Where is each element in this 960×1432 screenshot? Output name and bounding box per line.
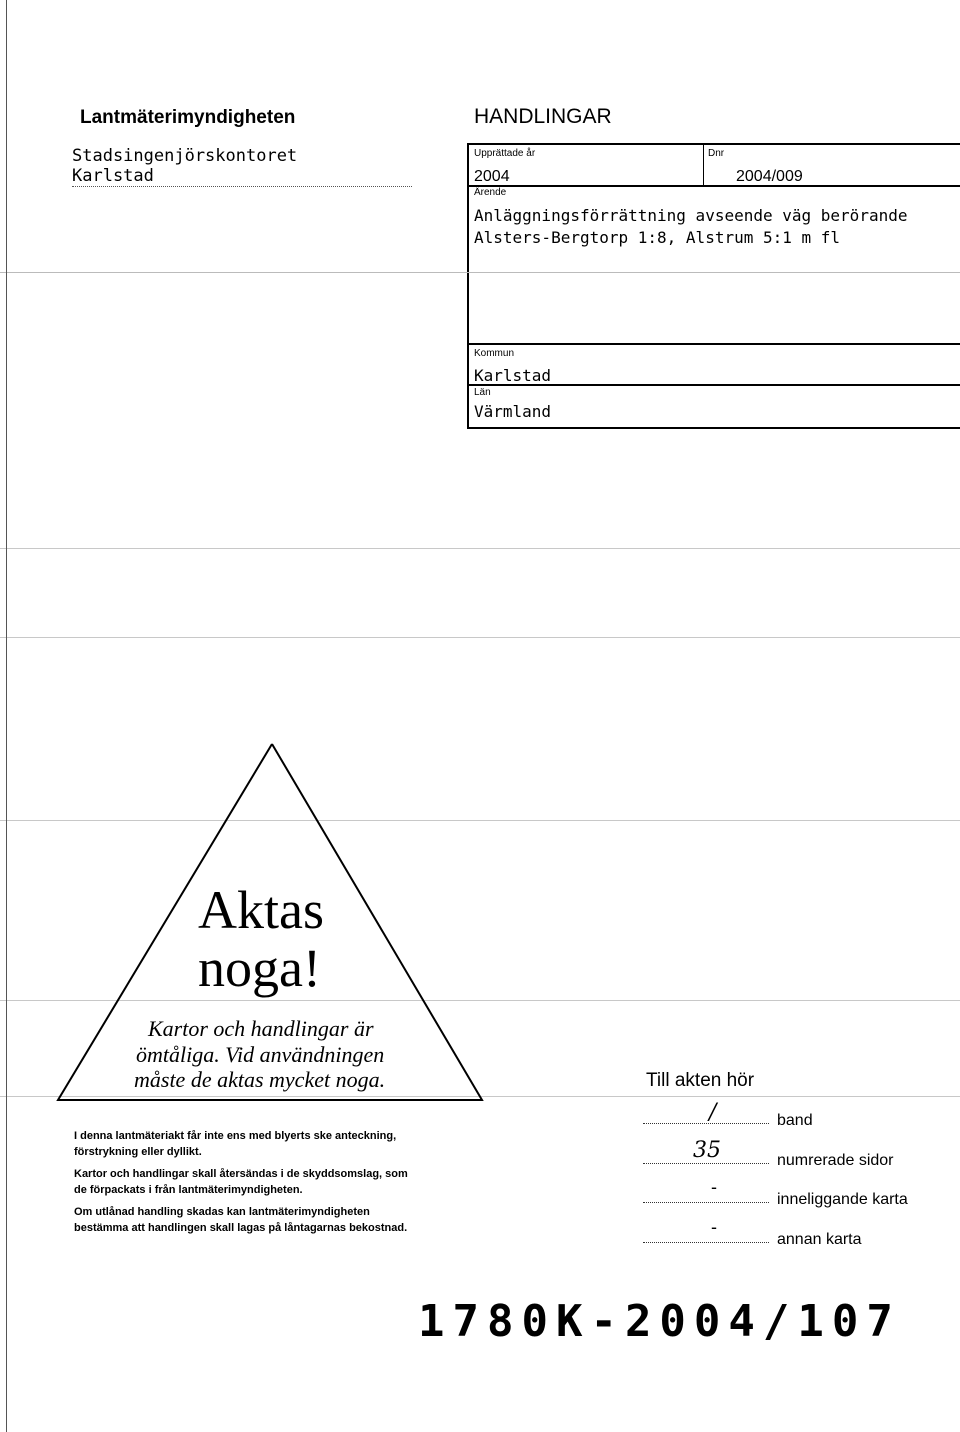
document-type-title: HANDLINGAR bbox=[474, 105, 612, 128]
notice-1-line-1: I denna lantmäteriakt får inte ens med blyerts ske anteckning, bbox=[74, 1130, 397, 1142]
form-rule-1 bbox=[0, 272, 960, 273]
notice-2-line-1: Kartor och handlingar skall återsändas i de skyddsomslag, som bbox=[74, 1168, 408, 1180]
form-top-border bbox=[467, 143, 960, 145]
office-name: Stadsingenjörskontoret bbox=[72, 146, 298, 166]
akten-row-band bbox=[643, 1100, 943, 1130]
kommun-underline bbox=[467, 384, 960, 386]
upprattade-underline bbox=[467, 185, 960, 187]
archive-number: 1780K-2004/107 bbox=[418, 1296, 901, 1347]
akten-label-sidor: numrerade sidor bbox=[777, 1152, 894, 1169]
notice-3-line-2: bestämma att handlingen skall lagas på låntagarnas bekostnad. bbox=[74, 1222, 408, 1234]
warning-body-line-3: måste de aktas mycket noga. bbox=[134, 1067, 386, 1092]
form-bottom-border bbox=[467, 427, 960, 429]
akten-row-inneliggande bbox=[643, 1177, 943, 1209]
scan-left-edge bbox=[6, 0, 7, 1432]
agency-name: Lantmäterimyndigheten bbox=[80, 107, 296, 128]
warning-title-line-2: noga! bbox=[198, 938, 321, 998]
form-dnr-divider bbox=[703, 143, 704, 186]
warning-body-line-2: ömtåliga. Vid användningen bbox=[136, 1042, 385, 1067]
lan-label: Län bbox=[474, 387, 491, 398]
akten-value-inneliggande: - bbox=[711, 1177, 717, 1197]
akten-dots-sidor bbox=[643, 1163, 769, 1164]
notice-2-line-2: de förpackats i från lantmäterimyndigheten. bbox=[74, 1184, 303, 1196]
kommun-value: Karlstad bbox=[474, 366, 552, 385]
akten-row-annan bbox=[643, 1217, 943, 1249]
warning-body-line-1: Kartor och handlingar är bbox=[148, 1016, 374, 1041]
upprattade-value: 2004 bbox=[474, 168, 510, 185]
akten-value-sidor: 35 bbox=[693, 1138, 721, 1163]
arende-line-1: Anläggningsförrättning avseende väg berörande bbox=[474, 206, 908, 225]
akten-label-annan: annan karta bbox=[777, 1231, 862, 1248]
notice-3-line-1: Om utlånad handling skadas kan lantmäterimyndigheten bbox=[74, 1206, 370, 1218]
kommun-top-border bbox=[467, 343, 960, 345]
arende-label: Ärende bbox=[474, 187, 507, 198]
lan-value: Värmland bbox=[474, 402, 552, 421]
akten-value-band: / bbox=[709, 1100, 717, 1125]
akten-label-inneliggande: inneliggande karta bbox=[777, 1191, 908, 1208]
warning-title-line-1: Aktas bbox=[198, 880, 324, 940]
akten-row-sidor bbox=[643, 1138, 943, 1170]
akten-title: Till akten hör bbox=[646, 1070, 755, 1091]
akten-dots-inneliggande bbox=[643, 1202, 769, 1203]
office-city: Karlstad bbox=[72, 166, 154, 186]
akten-dots-annan bbox=[643, 1242, 769, 1243]
akten-value-annan: - bbox=[711, 1217, 717, 1237]
page-rule-2 bbox=[0, 637, 960, 638]
akten-dots-band bbox=[643, 1123, 769, 1124]
dnr-value: 2004/009 bbox=[736, 168, 803, 185]
arende-line-2: Alsters-Bergtorp 1:8, Alstrum 5:1 m fl bbox=[474, 228, 841, 247]
office-underline bbox=[72, 186, 412, 187]
page-rule-1 bbox=[0, 548, 960, 549]
kommun-label: Kommun bbox=[474, 348, 515, 359]
notice-1-line-2: förstrykning eller dyllikt. bbox=[74, 1146, 202, 1158]
akten-label-band: band bbox=[777, 1112, 813, 1129]
upprattade-label: Upprättade år bbox=[474, 148, 536, 159]
dnr-label: Dnr bbox=[708, 148, 725, 159]
